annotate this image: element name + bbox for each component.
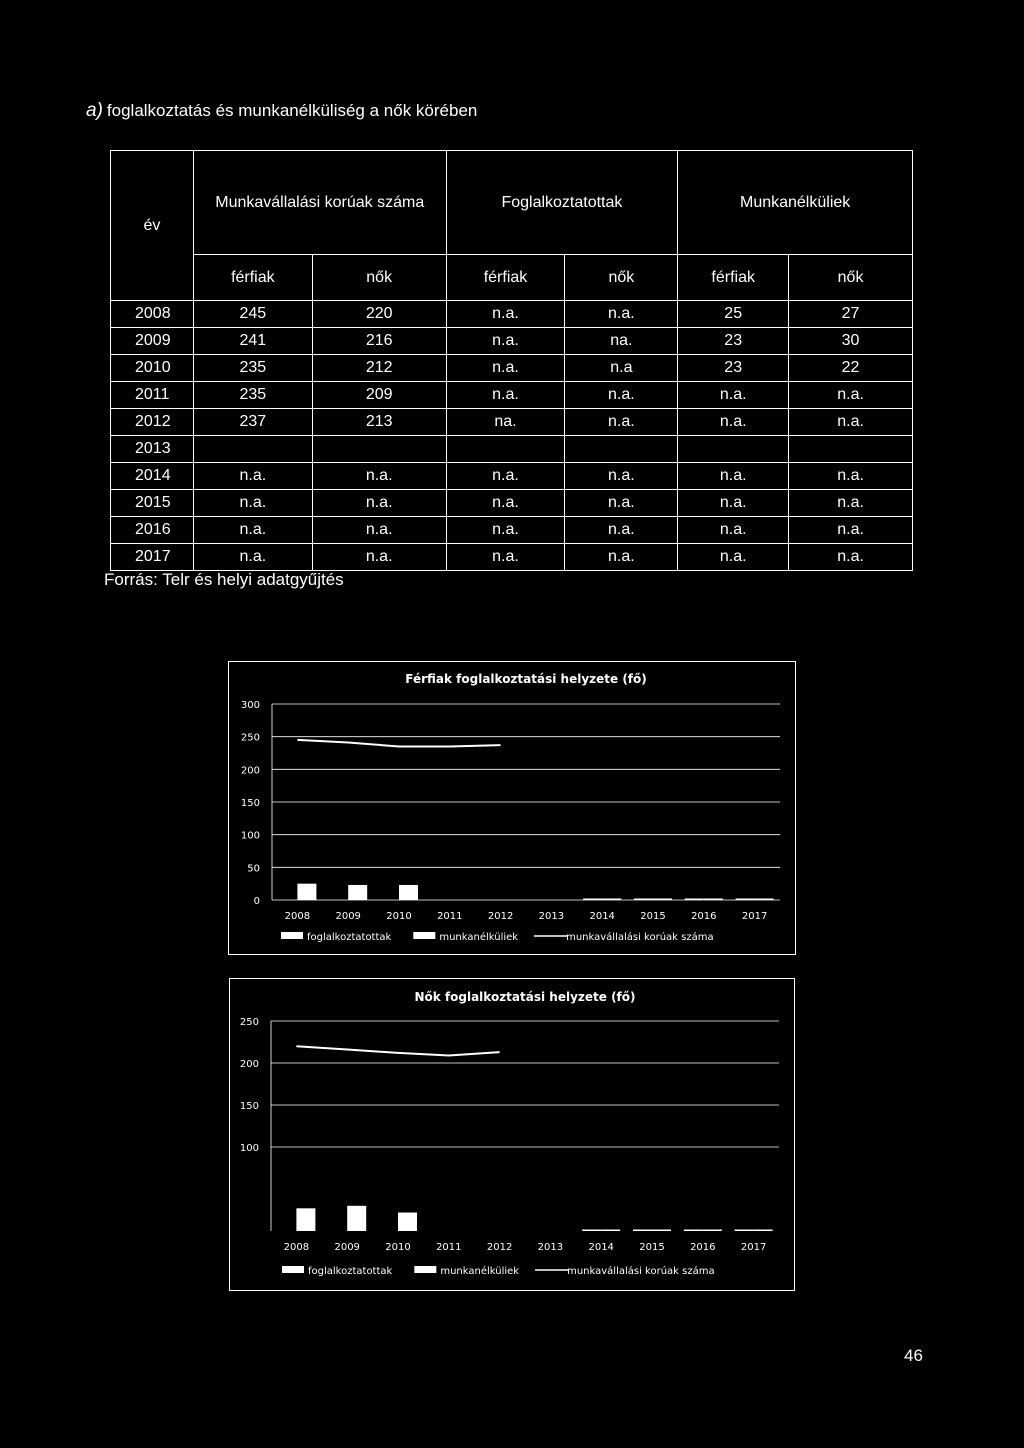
y-tick-label: 250 (240, 732, 260, 744)
bar (653, 899, 672, 901)
bar (399, 885, 418, 900)
employment-table (110, 150, 913, 571)
legend-label: munkanélküliek (440, 1266, 520, 1277)
y-tick-label: 150 (240, 798, 260, 809)
cell-value: n.a. (446, 544, 565, 571)
cell-value: n.a. (446, 328, 565, 355)
header-group-employed: Foglalkoztatottak (446, 151, 678, 255)
table-row (111, 436, 913, 463)
table-row (111, 382, 913, 409)
cell-year: 2009 (111, 328, 194, 355)
cell-value: 235 (193, 355, 312, 382)
cell-value: 213 (312, 409, 446, 436)
x-tick-label: 2015 (640, 911, 666, 922)
chart-svg (229, 662, 795, 954)
cell-value (446, 436, 565, 463)
cell-value: n.a. (565, 490, 678, 517)
legend-swatch (414, 1266, 436, 1273)
subheader: férfiak (193, 255, 312, 301)
subheader: férfiak (446, 255, 565, 301)
y-tick-label: 200 (239, 1059, 259, 1070)
cell-value: 241 (193, 328, 312, 355)
cell-value: 212 (312, 355, 446, 382)
y-tick-label: 0 (253, 896, 260, 907)
section-heading (86, 100, 477, 122)
cell-value: 209 (312, 382, 446, 409)
cell-year: 2008 (111, 301, 194, 328)
x-tick-label: 2014 (589, 911, 615, 922)
table-row (111, 409, 913, 436)
cell-value (789, 436, 913, 463)
cell-year: 2012 (111, 409, 194, 436)
cell-value: n.a. (789, 409, 913, 436)
bar (634, 899, 653, 901)
series-line (296, 1046, 499, 1055)
cell-value: n.a. (678, 409, 789, 436)
cell-value: n.a. (446, 301, 565, 328)
bar (582, 1230, 601, 1232)
table-row (111, 463, 913, 490)
cell-value: n.a. (193, 517, 312, 544)
cell-value: n.a. (678, 490, 789, 517)
cell-value: n.a. (446, 517, 565, 544)
y-tick-label: 100 (239, 1143, 259, 1154)
bar (684, 1230, 703, 1232)
legend-label: foglalkoztatottak (308, 1266, 393, 1277)
cell-value (193, 436, 312, 463)
cell-value: n.a. (678, 382, 789, 409)
bar (601, 1230, 620, 1232)
cell-value: n.a. (789, 490, 913, 517)
cell-value: n.a. (312, 517, 446, 544)
x-tick-label: 2010 (385, 1242, 411, 1253)
cell-value: 245 (193, 301, 312, 328)
subheader: férfiak (678, 255, 789, 301)
bar (755, 899, 774, 901)
cell-value: 235 (193, 382, 312, 409)
cell-value: 237 (193, 409, 312, 436)
x-tick-label: 2012 (487, 911, 514, 922)
cell-value: n.a. (193, 544, 312, 571)
table-row (111, 301, 913, 328)
table-row (111, 517, 913, 544)
cell-value (678, 436, 789, 463)
x-tick-label: 2013 (537, 1242, 564, 1253)
x-tick-label: 2014 (588, 1242, 614, 1253)
cell-year: 2013 (111, 436, 194, 463)
cell-value: 25 (678, 301, 789, 328)
cell-value: n.a. (446, 490, 565, 517)
cell-value: 216 (312, 328, 446, 355)
bar (297, 884, 316, 900)
chart-title: Férfiak foglalkoztatási helyzete (fő) (405, 672, 647, 686)
legend-swatch (413, 932, 435, 939)
x-tick-label: 2011 (436, 1242, 462, 1253)
y-tick-label: 100 (240, 830, 260, 842)
bar (602, 899, 621, 901)
cell-year: 2011 (111, 382, 194, 409)
cell-value: n.a. (789, 544, 913, 571)
cell-value: n.a. (678, 463, 789, 490)
heading-text: foglalkoztatás és munkanélküliség a nők körében (106, 101, 478, 120)
cell-year: 2016 (111, 517, 194, 544)
bar (583, 899, 602, 901)
cell-value: n.a. (789, 517, 913, 544)
cell-value (312, 436, 446, 463)
cell-value: n.a. (446, 382, 565, 409)
cell-value: n.a. (789, 382, 913, 409)
x-tick-label: 2008 (283, 1242, 310, 1253)
bar (703, 1230, 722, 1232)
series-line (297, 740, 500, 747)
y-tick-label: 200 (240, 765, 260, 777)
x-tick-label: 2017 (741, 911, 768, 922)
table-row (111, 490, 913, 517)
y-tick-label: 250 (239, 1017, 259, 1028)
cell-value: n.a. (565, 544, 678, 571)
x-tick-label: 2009 (334, 1242, 360, 1253)
bar (296, 1208, 315, 1231)
cell-value: n.a. (312, 463, 446, 490)
bar (685, 899, 704, 901)
cell-value: n.a. (678, 517, 789, 544)
subheader: nők (789, 255, 913, 301)
x-tick-label: 2010 (386, 911, 412, 922)
cell-year: 2017 (111, 544, 194, 571)
cell-value: n.a. (565, 463, 678, 490)
legend-label: munkanélküliek (439, 932, 519, 943)
bar (347, 1206, 366, 1231)
cell-value: n.a. (193, 490, 312, 517)
x-tick-label: 2013 (538, 911, 565, 922)
cell-value: n.a. (565, 382, 678, 409)
cell-value: na. (565, 328, 678, 355)
cell-value: na. (446, 409, 565, 436)
cell-value: n.a. (565, 517, 678, 544)
source-note: Forrás: Telr és helyi adatgyűjtés (104, 570, 344, 589)
x-tick-label: 2016 (690, 1242, 716, 1253)
header-year: év (111, 151, 194, 301)
header-group-working-age: Munkavállalási korúak száma (193, 151, 446, 255)
cell-value: 23 (678, 328, 789, 355)
x-tick-label: 2011 (437, 911, 463, 922)
cell-value: n.a. (565, 409, 678, 436)
table-row (111, 544, 913, 571)
chart-women-employment (229, 978, 795, 1291)
cell-year: 2014 (111, 463, 194, 490)
cell-value: 30 (789, 328, 913, 355)
cell-value: n.a. (312, 490, 446, 517)
chart-svg (230, 979, 794, 1290)
subheader: nők (565, 255, 678, 301)
bar (735, 1230, 754, 1232)
legend-label: munkavállalási korúak száma (566, 932, 714, 943)
x-tick-label: 2016 (691, 911, 717, 922)
table-row (111, 328, 913, 355)
cell-value: n.a. (312, 544, 446, 571)
page-number: 46 (904, 1346, 923, 1365)
y-tick-label: 50 (247, 863, 260, 875)
cell-value: 220 (312, 301, 446, 328)
cell-value (565, 436, 678, 463)
legend-label: foglalkoztatottak (307, 932, 392, 943)
bar (652, 1230, 671, 1232)
legend-swatch (281, 932, 303, 939)
bar (633, 1230, 652, 1232)
heading-prefix: a) (86, 100, 103, 121)
cell-value: n.a. (193, 463, 312, 490)
cell-year: 2015 (111, 490, 194, 517)
cell-value: n.a. (678, 544, 789, 571)
bar (704, 899, 723, 901)
header-group-unemployed: Munkanélküliek (678, 151, 913, 255)
x-tick-label: 2015 (639, 1242, 665, 1253)
y-tick-label: 150 (239, 1101, 259, 1112)
legend-label: munkavállalási korúak száma (567, 1266, 715, 1277)
legend-swatch (282, 1266, 304, 1273)
bar (736, 899, 755, 901)
cell-value: n.a. (446, 463, 565, 490)
bar (348, 885, 367, 900)
x-tick-label: 2008 (284, 911, 311, 922)
cell-value: n.a (565, 355, 678, 382)
cell-year: 2010 (111, 355, 194, 382)
cell-value: n.a. (446, 355, 565, 382)
cell-value: 23 (678, 355, 789, 382)
x-tick-label: 2009 (335, 911, 361, 922)
x-tick-label: 2012 (486, 1242, 513, 1253)
subheader: nők (312, 255, 446, 301)
cell-value: 27 (789, 301, 913, 328)
x-tick-label: 2017 (740, 1242, 767, 1253)
cell-value: n.a. (789, 463, 913, 490)
cell-value: 22 (789, 355, 913, 382)
table-body (111, 301, 913, 571)
chart-title: Nők foglalkoztatási helyzete (fő) (414, 990, 636, 1004)
cell-value: n.a. (565, 301, 678, 328)
bar (754, 1230, 773, 1232)
chart-men-employment (228, 661, 796, 955)
y-tick-label: 300 (240, 700, 260, 711)
table-row (111, 355, 913, 382)
bar (398, 1213, 417, 1231)
